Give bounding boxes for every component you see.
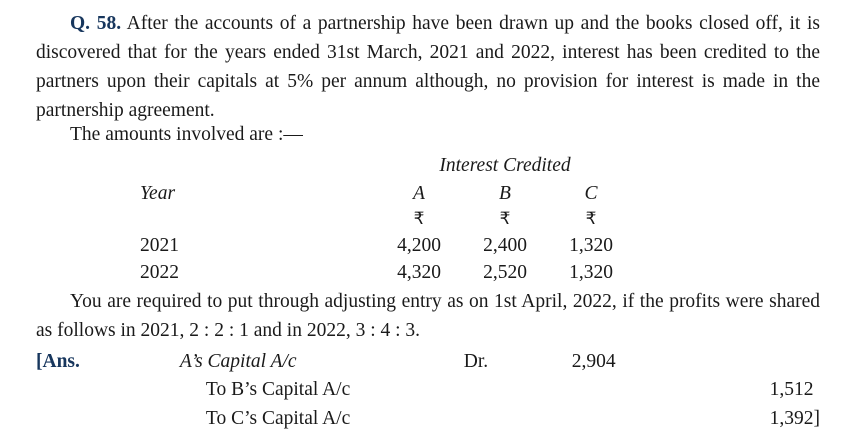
currency-symbol-c: ₹ [585, 209, 597, 229]
answer-account: A’s Capital A/c [179, 351, 297, 372]
cell-c: 1,320 [569, 234, 613, 256]
answer-dr-amount: 2,904 [571, 351, 616, 372]
cell-year: 2022 [140, 262, 179, 284]
question-text: After the accounts of a partnership have been drawn up and the books closed off, it is discovered that for the years ended 31st March, 2021 and 2022, interest has been credited to the partners upon their capitals at 5% per annum although, no provision for interest is made in the partnership agreement. [36, 13, 820, 121]
answer-dr-label: Dr. [463, 351, 489, 372]
cell-b: 2,400 [483, 234, 527, 256]
answer-account: To B’s Capital A/c [205, 379, 351, 401]
interest-credited-table [36, 152, 820, 287]
answer-dr-label [464, 405, 572, 433]
column-header-a: A [413, 182, 425, 204]
answer-entry-table [36, 348, 820, 433]
group-header-interest-credited: Interest Credited [439, 155, 571, 176]
answer-cr-amount: 1,392] [769, 407, 820, 429]
answer-label: Ans. [42, 351, 80, 372]
answer-row [36, 348, 820, 376]
cell-b: 2,520 [483, 262, 527, 284]
answer-block [36, 348, 820, 433]
table-row [36, 259, 634, 287]
answer-account: To C’s Capital A/c [205, 407, 351, 429]
answer-dr-amount [572, 405, 682, 433]
amounts-intro-line: The amounts involved are :— [70, 124, 303, 145]
requirement-paragraph: You are required to put through adjusting entry as on 1st April, 2022, if the profits were shared as follows in 2021, 2 : 2 : 1 and in 2022, 3 : 4 : 3. [36, 291, 820, 341]
table-group-header-row [36, 152, 634, 180]
answer-row [36, 376, 820, 404]
requirement-block [36, 288, 820, 346]
currency-spacer [36, 207, 376, 231]
question-block [36, 10, 820, 125]
group-header-spacer [36, 152, 376, 180]
answer-cr-amount: 1,512 [769, 379, 814, 401]
cell-a: 4,200 [397, 234, 441, 256]
column-header-year: Year [140, 182, 176, 204]
table-row [36, 232, 634, 260]
question-paragraph [36, 10, 820, 125]
answer-dr-amount [572, 376, 682, 404]
answer-bracket-spacer [36, 376, 80, 404]
currency-symbol-b: ₹ [499, 209, 511, 229]
column-header-b: B [499, 182, 511, 204]
cell-year: 2021 [140, 234, 179, 256]
column-header-c: C [584, 182, 598, 204]
bracket-glyph: [ [36, 351, 43, 372]
table-currency-row [36, 207, 634, 231]
table-header-row [36, 180, 634, 208]
answer-bracket-spacer [36, 405, 80, 433]
answer-dr-label [464, 376, 572, 404]
question-label: Q. [70, 13, 91, 34]
cell-c: 1,320 [569, 262, 613, 284]
question-number: 58. [96, 13, 122, 34]
table-body [36, 152, 634, 287]
currency-symbol-a: ₹ [413, 209, 425, 229]
answer-bracket-open [36, 348, 80, 376]
cell-a: 4,320 [397, 262, 441, 284]
answer-row [36, 405, 820, 433]
answer-cr-amount [682, 348, 820, 376]
